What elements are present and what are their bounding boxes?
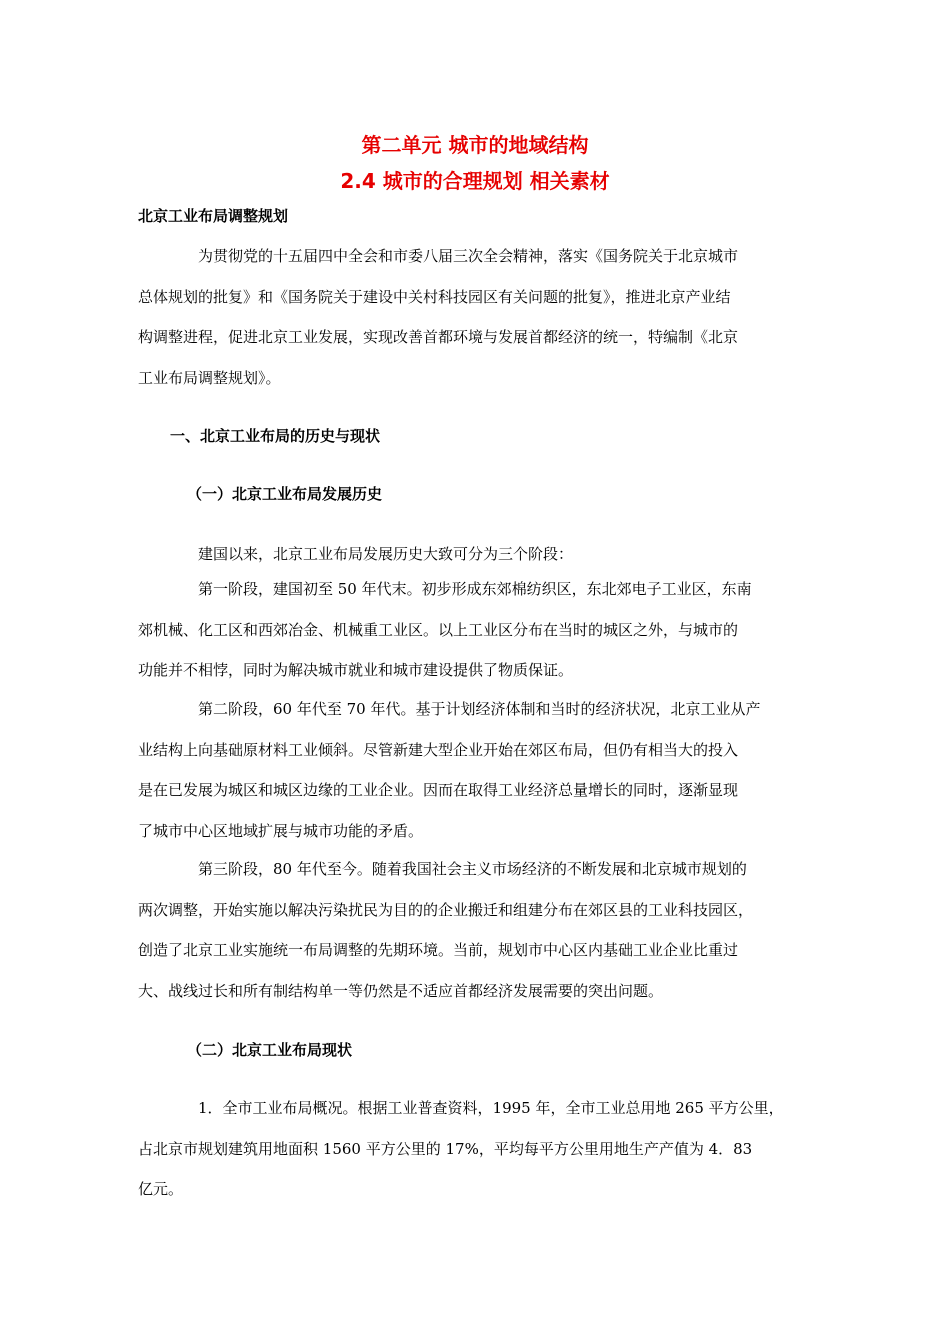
subsection-heading: （一）北京工业布局发展历史 [187, 485, 383, 503]
history-intro-line: 建国以来，北京工业布局发展历史大致可分为三个阶段： [198, 545, 574, 563]
stage2-line: 第二阶段，60 年代至 70 年代。基于计划经济体制和当时的经济状况，北京工业从产 [198, 700, 761, 718]
stage3-line: 创造了北京工业实施统一布局调整的先期环境。当前，规划市中心区内基础工业企业比重过 [138, 941, 739, 959]
intro-line: 为贯彻党的十五届四中全会和市委八届三次全会精神，落实《国务院关于北京城市 [198, 247, 739, 265]
stage1-line: 功能并不相悖，同时为解决城市就业和城市建设提供了物质保证。 [138, 661, 574, 679]
stage1-paragraph [138, 569, 810, 691]
status1-line: 占北京市规划建筑用地面积 1560 平方公里的 17%，平均每平方公里用地生产产值为 4．83 [138, 1139, 753, 1158]
stage3-line: 第三阶段，80 年代至今。随着我国社会主义市场经济的不断发展和北京城市规划的 [198, 860, 747, 878]
stage1-line: 第一阶段，建国初至 50 年代末。初步形成东郊棉纺织区，东北郊电子工业区，东南 [198, 580, 752, 598]
stage2-line: 是在已发展为城区和城区边缘的工业企业。因而在取得工业经济总量增长的同时，逐渐显现 [138, 781, 739, 799]
stage2-line: 业结构上向基础原材料工业倾斜。尽管新建大型企业开始在郊区布局，但仍有相当大的投入 [138, 740, 739, 759]
subsection-heading: （二）北京工业布局现状 [187, 1041, 353, 1059]
intro-paragraph [138, 236, 810, 398]
section-heading: 一、北京工业布局的历史与现状 [170, 427, 381, 445]
stage3-paragraph [138, 849, 810, 1011]
stage3-line: 大、战线过长和所有制结构单一等仍然是不适应首都经济发展需要的突出问题。 [138, 981, 664, 1000]
lesson-title: 2.4 城市的合理规划 相关素材 [340, 169, 610, 193]
stage1-line: 郊机械、化工区和西郊冶金、机械重工业区。以上工业区分布在当时的城区之外，与城市的 [138, 620, 739, 639]
stage3-line: 两次调整，开始实施以解决污染扰民为目的的企业搬迁和组建分布在郊区县的工业科技园区， [138, 900, 754, 919]
unit-title: 第二单元 城市的地域结构 [361, 133, 589, 157]
stage2-line: 了城市中心区地域扩展与城市功能的矛盾。 [138, 821, 424, 840]
intro-line: 工业布局调整规划》。 [138, 368, 281, 387]
status1-line: 1．全市工业布局概况。根据工业普查资料，1995 年，全市工业总用地 265 平方公里， [198, 1099, 784, 1117]
status1-paragraph [138, 1088, 810, 1210]
document-subtitle: 北京工业布局调整规划 [138, 207, 289, 225]
status1-line: 亿元。 [138, 1180, 184, 1198]
intro-line: 总体规划的批复》和《国务院关于建设中关村科技园区有关问题的批复》，推进北京产业结 [138, 287, 731, 306]
intro-line: 构调整进程，促进北京工业发展，实现改善首都环境与发展首都经济的统一，特编制《北京 [138, 328, 739, 346]
stage2-paragraph [138, 689, 810, 851]
